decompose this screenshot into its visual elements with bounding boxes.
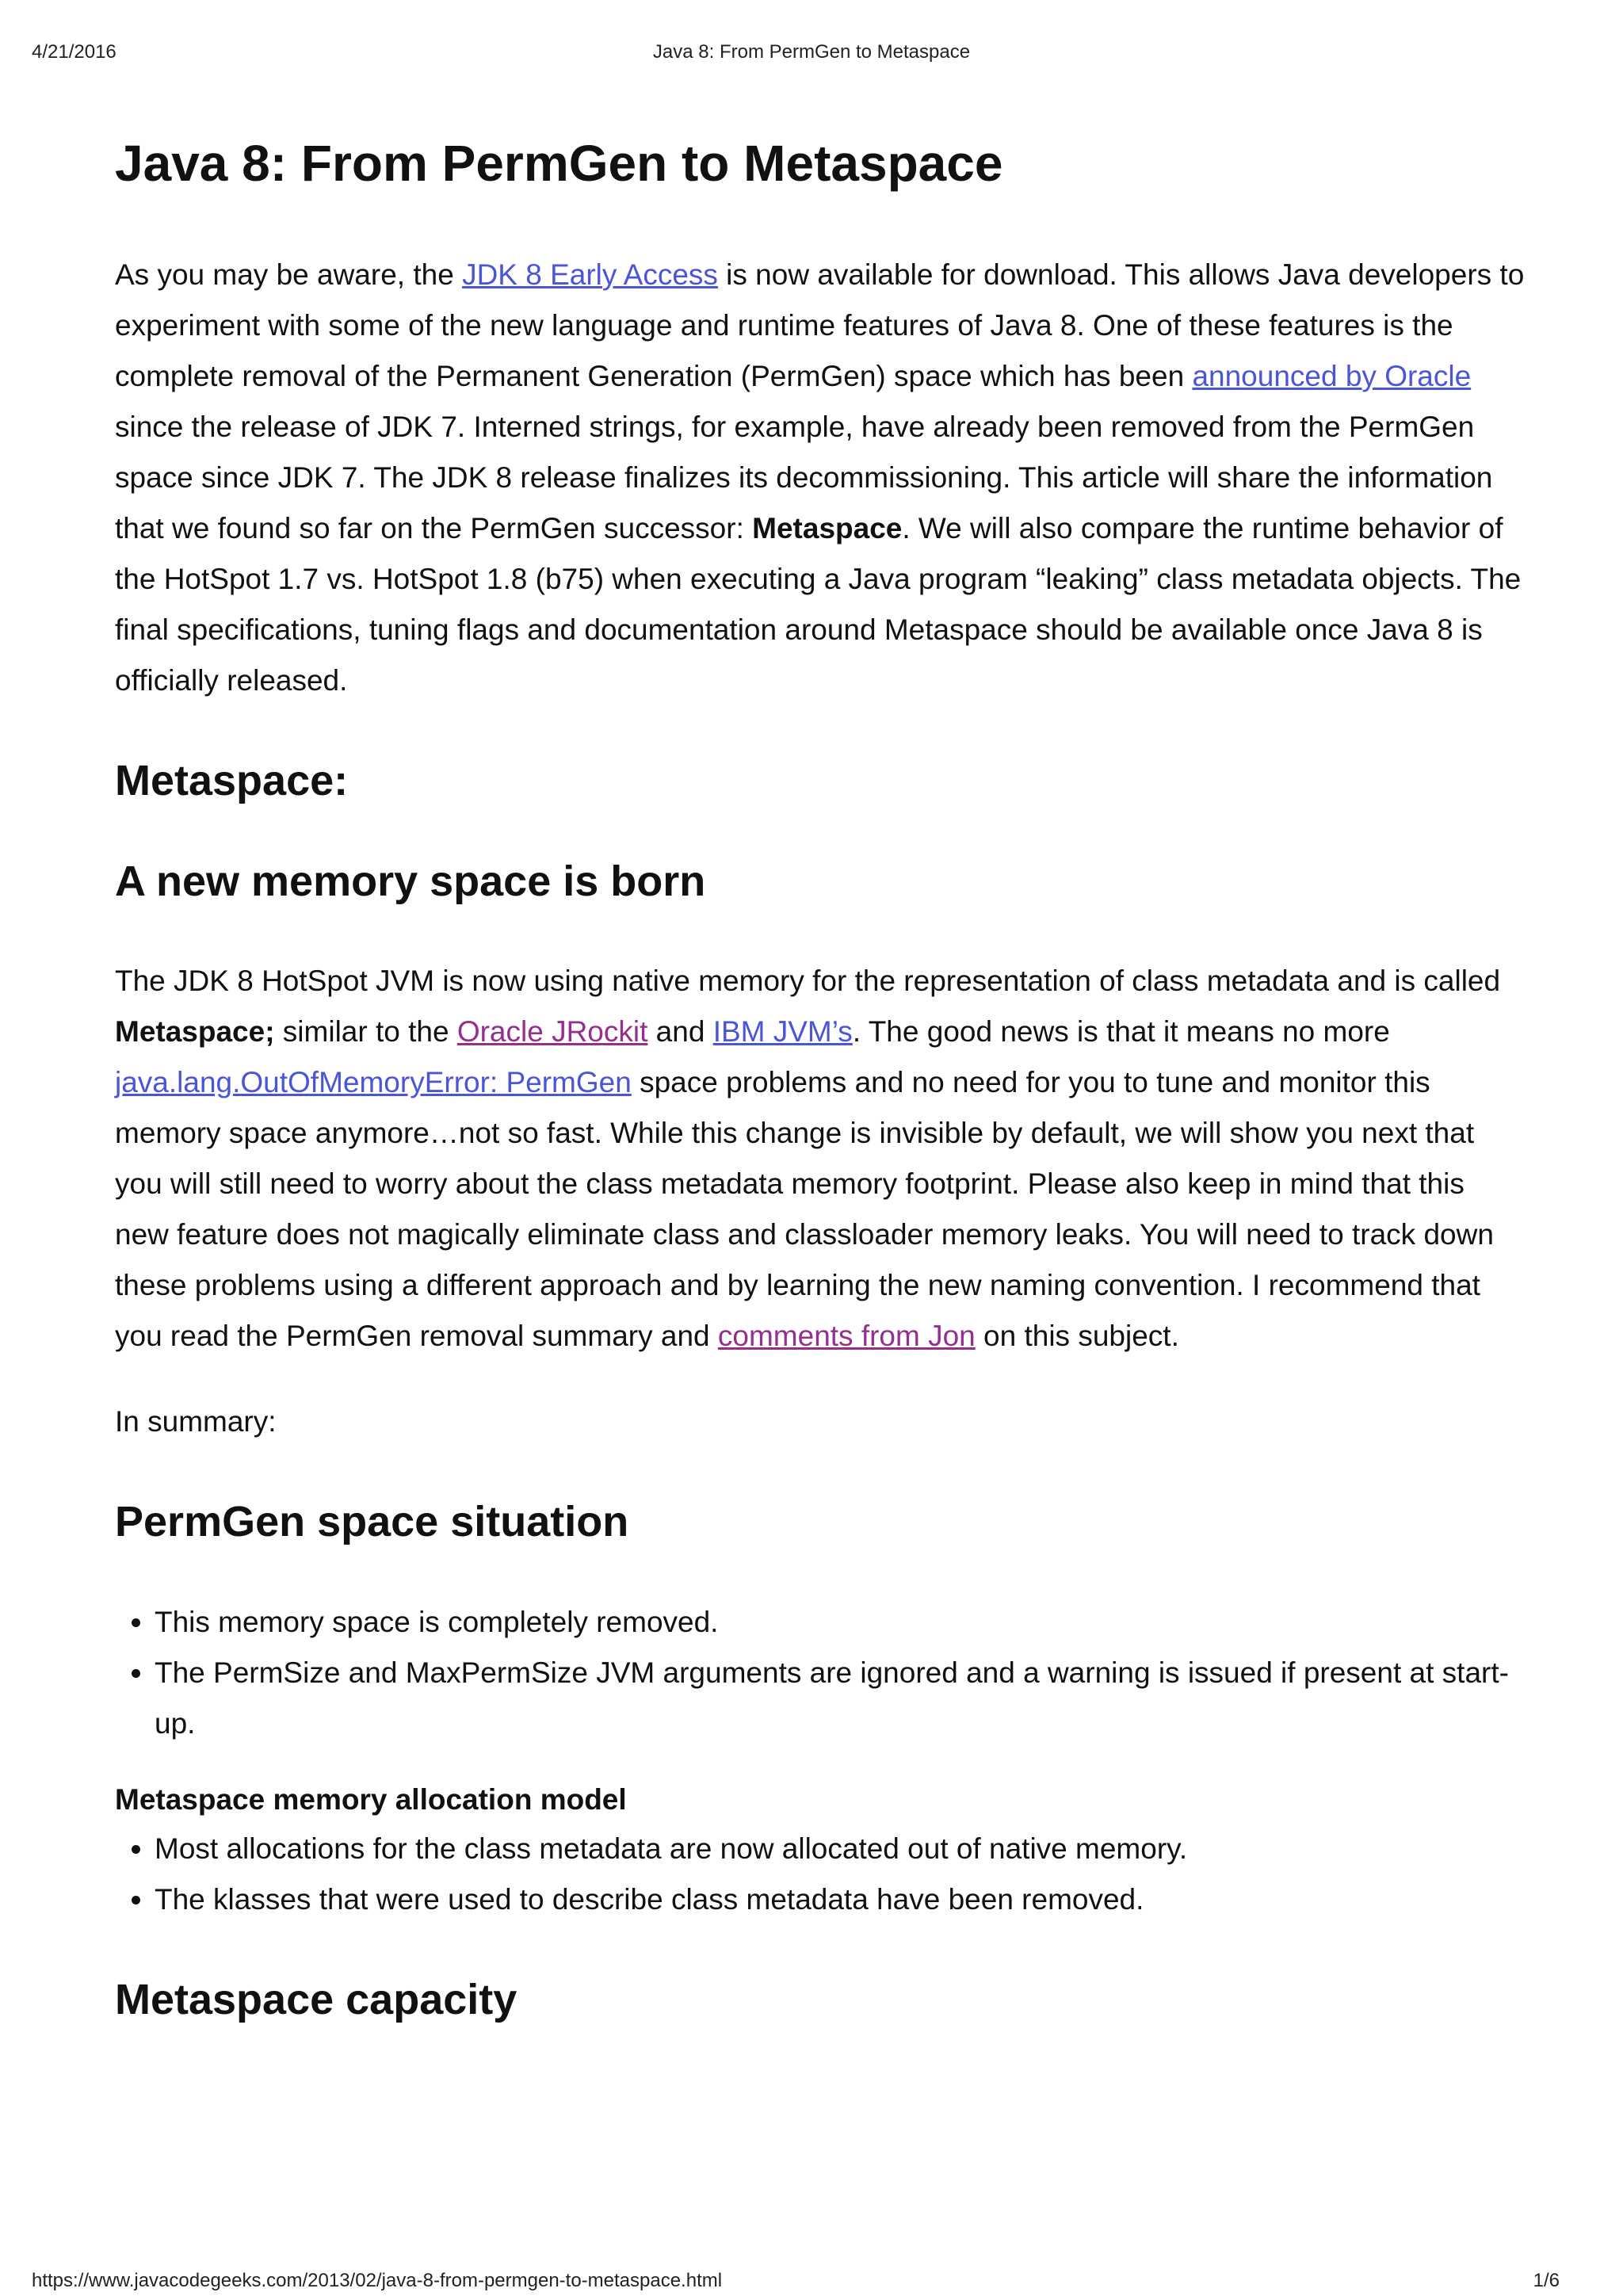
- list-item: • The klasses that were used to describe class metadata have been removed.: [155, 1874, 1526, 1925]
- oracle-jrockit-link[interactable]: Oracle JRockit: [456, 1015, 648, 1049]
- section-heading-metaspace-capacity: Metaspace capacity: [115, 1976, 517, 2024]
- section-heading-new-memory-space: A new memory space is born: [115, 857, 706, 905]
- intro-paragraph: As you may be aware, the JDK 8 Early Access is now available for download. This allows Java developers to experiment with some of the new language and runtime features of Java 8. One of these features is the complete removal of the Permanent Generation (PermGen) space which has been announced by Oracle since the release of JDK 7. Interned strings, for example, have already been removed from the PermGen space since JDK 7. The JDK 8 release finalizes its decommissioning. This article will share the information that we found so far on the PermGen successor: Metaspace. We will also compare the runtime behavior of the HotSpot 1.7 vs. HotSpot 1.8 (b75) when executing a Java program “leaking” class metadata objects. The final specifications, tuning flags and documentation around Metaspace should be available once Java 8 is officially released.: [115, 258, 1525, 697]
- announced-by-oracle-link[interactable]: announced by Oracle: [1192, 359, 1472, 392]
- outofmemoryerror-permgen-link[interactable]: java.lang.OutOfMemoryError: PermGen: [115, 1066, 632, 1099]
- list-item: • Most allocations for the class metadata are now allocated out of native memory.: [155, 1824, 1526, 1874]
- section-heading-permgen-situation: PermGen space situation: [115, 1498, 629, 1546]
- print-date: 4/21/2016: [32, 41, 116, 63]
- article-title: Java 8: From PermGen to Metaspace: [115, 135, 1003, 192]
- summary-label: In summary:: [115, 1405, 277, 1438]
- metaspace-body-paragraph: The JDK 8 HotSpot JVM is now using native memory for the representation of class metadata and is called Metaspace; similar to the Oracle JRockit and IBM JVM’s. The good news is that it means no more java.lang.OutOfMemoryError: PermGen space problems and no need for you to tune and monitor this memory space anymore…not so fast. While this change is invisible by default, we will show you next that you will still need to worry about the class metadata memory footprint. Please also keep in mind that this new feature does not magically eliminate class and classloader memory leaks. You will need to track down these problems using a different approach and by learning the new naming convention. I recommend that you read the PermGen removal summary and comments from Jon on this subject.: [115, 965, 1501, 1353]
- list-item: • The PermSize and MaxPermSize JVM arguments are ignored and a warning is issued if present at start-up.: [155, 1648, 1526, 1749]
- print-url: https://www.javacodegeeks.com/2013/02/java-8-from-permgen-to-metaspace.html: [32, 2270, 723, 2291]
- print-page-number: 1/6: [1533, 2270, 1560, 2291]
- article-content: [115, 133, 1526, 2026]
- comments-from-jon-link[interactable]: comments from Jon: [717, 1320, 976, 1353]
- allocation-bullet-list: [115, 1824, 1526, 1925]
- permgen-bullet-list: [115, 1597, 1526, 1749]
- print-page-title: Java 8: From PermGen to Metaspace: [652, 41, 971, 63]
- ibm-jvm-link[interactable]: IBM JVM’s: [712, 1015, 853, 1049]
- print-header: [0, 41, 1623, 67]
- print-footer: [0, 2270, 1623, 2295]
- jdk8-early-access-link[interactable]: JDK 8 Early Access: [462, 258, 718, 291]
- list-item: • This memory space is completely removed.: [155, 1597, 1526, 1648]
- subsection-heading-allocation-model: Metaspace memory allocation model: [115, 1783, 627, 1817]
- section-heading-metaspace: Metaspace:: [115, 756, 349, 804]
